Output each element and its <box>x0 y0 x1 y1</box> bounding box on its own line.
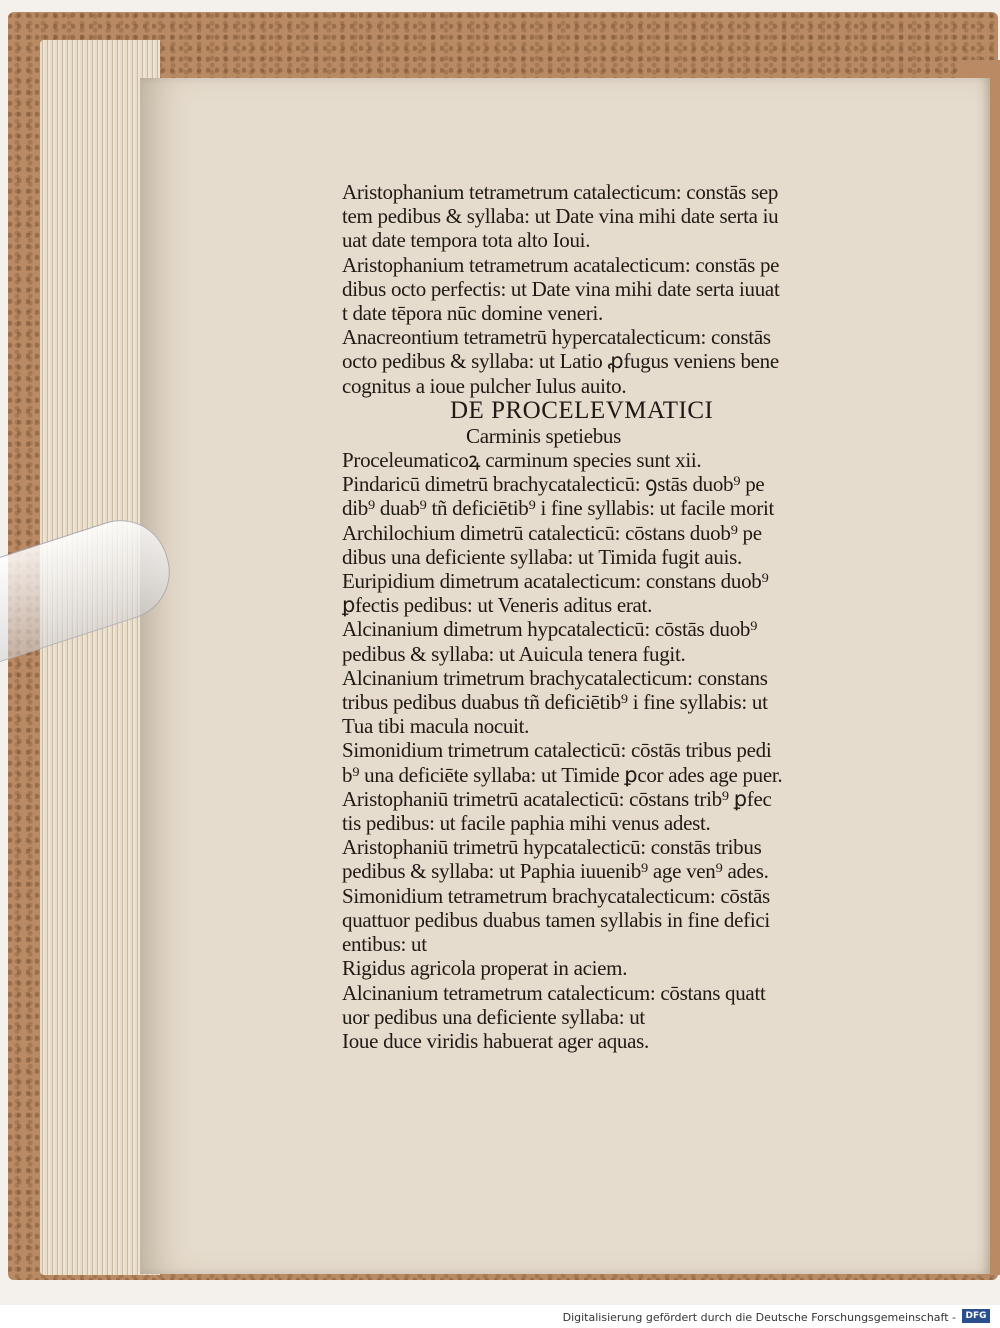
text-line: Aristophaniū trimetrū acatalecticū: cōstans trib⁹ ꝑfec <box>342 786 772 811</box>
text-line: Anacreontium tetrametrū hypercatalecticum: constās <box>342 325 771 350</box>
text-line: cognitus a ioue pulcher Iulus auito. <box>342 373 627 398</box>
text-line: Tua tibi macula nocuit. <box>342 714 530 739</box>
text-line: dibus una deficiente syllaba: ut Timida fugit auis. <box>342 544 742 569</box>
page-text <box>342 180 902 1053</box>
funding-credit: Digitalisierung gefördert durch die Deutsche Forschungsgemeinschaft - <box>562 1311 956 1324</box>
text-line: dib⁹ duab⁹ tñ deficiētib⁹ i fine syllabis: ut facile morit <box>342 496 775 521</box>
text-line: Proceleumaticoꝝ carminum species sunt xii. <box>342 448 702 473</box>
dfg-logo: DFG <box>962 1309 990 1323</box>
text-line: tis pedibus: ut facile paphia mihi venus adest. <box>342 811 711 836</box>
text-line: Alcinanium trimetrum brachycatalecticum: constans <box>342 665 768 690</box>
text-line: Alcinanium tetrametrum catalecticum: cōstans quatt <box>342 980 766 1005</box>
text-line: ꝑfectis pedibus: ut Veneris aditus erat. <box>342 593 653 618</box>
text-line: quattuor pedibus duabus tamen syllabis in fine defici <box>342 907 770 932</box>
text-line: Aristophaniū trimetrū hypcatalecticū: constās tribus <box>342 835 762 860</box>
text-line: octo pedibus & syllaba: ut Latio ꝓfugus veniens bene <box>342 349 779 374</box>
text-line: tem pedibus & syllaba: ut Date vina mihi date serta iu <box>342 204 779 229</box>
text-line: Aristophanium tetrametrum catalecticum: constās sep <box>342 180 779 204</box>
text-line: Alcinanium dimetrum hypcatalecticū: cōstās duob⁹ <box>342 617 758 642</box>
text-line: Ioue duce viridis habuerat ager aquas. <box>342 1028 649 1053</box>
text-line: Euripidium dimetrum acatalecticum: constans duob⁹ <box>342 569 769 594</box>
text-line: Rigidus agricola properat in aciem. <box>342 956 628 981</box>
text-line: uat date tempora tota alto Ioui. <box>342 228 591 253</box>
text-line: dibus octo perfectis: ut Date vina mihi date serta iuuat <box>342 276 780 301</box>
text-line: t date tēpora nūc domine veneri. <box>342 301 603 326</box>
text-line: Simonidium trimetrum catalecticū: cōstās tribus pedi <box>342 738 772 763</box>
text-line: Pindaricū dimetrū brachycatalecticū: ꝯstās duob⁹ pe <box>342 472 765 497</box>
text-line: entibus: ut <box>342 932 427 957</box>
section-heading: DE PROCELEVMATICI <box>450 396 714 424</box>
text-line: pedibus & syllaba: ut Auicula tenera fugit. <box>342 641 686 666</box>
text-line: Archilochium dimetrū catalecticū: cōstans duob⁹ pe <box>342 520 762 545</box>
text-line: Simonidium tetrametrum brachycatalecticum: cōstās <box>342 883 770 908</box>
text-line: uor pedibus una deficiente syllaba: ut <box>342 1004 645 1029</box>
text-line: Aristophanium tetrametrum acatalecticum: constās pe <box>342 252 780 277</box>
text-line: pedibus & syllaba: ut Paphia iuuenib⁹ age ven⁹ ades. <box>342 859 769 884</box>
text-line: b⁹ una deficiēte syllaba: ut Timide ꝑcor ades age puer. <box>342 762 783 787</box>
text-line: tribus pedibus duabus tñ deficiētib⁹ i fine syllabis: ut <box>342 690 768 715</box>
section-subheading: Carminis spetiebus <box>466 423 622 448</box>
